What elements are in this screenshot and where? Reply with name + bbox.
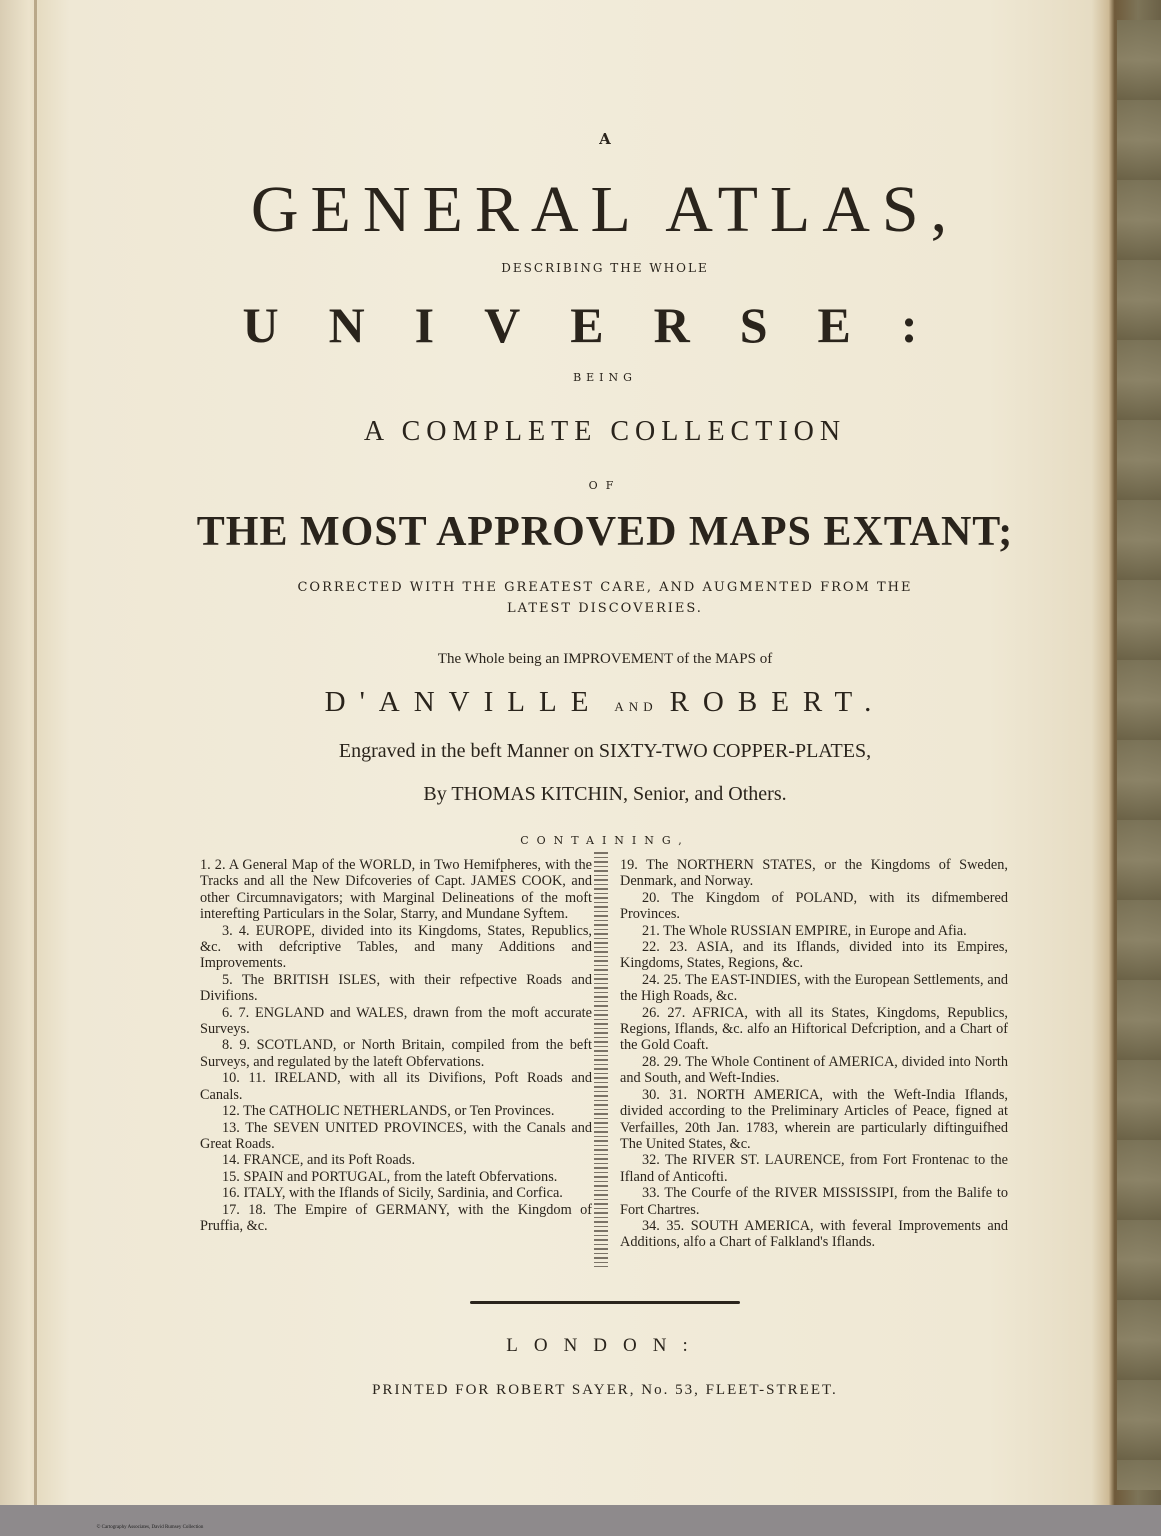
contents-entry: 15. SPAIN and PORTUGAL, from the lateft Obfervations. — [222, 1168, 558, 1185]
horizontal-rule — [470, 1301, 740, 1304]
contents-entry: 13. The SEVEN UNITED PROVINCES, with the Canals and Great Roads. — [200, 1119, 592, 1152]
engraver-line: By THOMAS KITCHIN, Senior, and Others. — [423, 783, 787, 805]
contents-entry: 24. 25. The EAST-INDIES, with the European Settlements, and the High Roads, &c. — [620, 971, 1008, 1005]
contents-entry: 30. 31. NORTH AMERICA, with the Weft-India Iflands, divided according to the Preliminary Articles of Peace, figned at Verfailles, 20th Jan. 1783, wherein are particularly diftinguifhed The United States, &c. — [620, 1086, 1008, 1152]
contents-entry: 22. 23. ASIA, and its Iflands, divided into its Empires, Kingdoms, States, Regions, &c. — [620, 939, 1008, 972]
contents-entry: 12. The CATHOLIC NETHERLANDS, or Ten Provinces. — [222, 1103, 555, 1120]
main-title: GENERAL ATLAS, — [250, 173, 960, 246]
contents-entry: 19. The NORTHERN STATES, or the Kingdoms of Sweden, Denmark, and Norway. — [620, 857, 1008, 890]
authors-line — [0, 686, 1161, 719]
improvement-line: The Whole being an IMPROVEMENT of the MAPS of — [437, 651, 773, 667]
containing-heading: CONTAINING, — [520, 834, 690, 847]
contents-entry: 6. 7. ENGLAND and WALES, drawn from the moft accurate Surveys. — [200, 1004, 592, 1038]
corrected-line-1: CORRECTED WITH THE GREATEST CARE, AND AUGMENTED FROM THE — [297, 580, 913, 595]
contents-entry: 21. The Whole RUSSIAN EMPIRE, in Europe and Afia. — [642, 922, 967, 939]
contents-left-column — [200, 857, 592, 1234]
contents-entry: 10. 11. IRELAND, with all its Divifions, Poft Roads and Canals. — [200, 1070, 592, 1103]
subtitle-maps-extant: THE MOST APPROVED MAPS EXTANT; — [196, 509, 1014, 555]
subtitle-describing: DESCRIBING THE WHOLE — [501, 261, 709, 275]
corrected-line-2: LATEST DISCOVERIES. — [507, 601, 703, 616]
collection-credit: © Cartography Associates, David Rumsey Collection — [96, 1525, 204, 1530]
contents-entry: 17. 18. The Empire of GERMANY, with the Kingdom of Pruffia, &c. — [200, 1201, 592, 1234]
contents-entry: 20. The Kingdom of POLAND, with its difmembered Provinces. — [620, 889, 1008, 923]
imprint-printer: PRINTED FOR ROBERT SAYER, No. 53, FLEET-STREET. — [372, 1382, 838, 1398]
imprint-city: LONDON: — [506, 1335, 704, 1356]
contents-entry: 5. The BRITISH ISLES, with their refpective Roads and Divifions. — [200, 971, 592, 1005]
contents-entry: 3. 4. EUROPE, divided into its Kingdoms, States, Republics, &c. with defcriptive Tables, and many Additions and Improvements. — [200, 922, 592, 972]
contents-right-column — [620, 857, 1008, 1251]
contents-entry: 33. The Courfe of the RIVER MISSISSIPI, from the Balife to Fort Chartres. — [620, 1185, 1008, 1218]
contents-entry: 32. The RIVER ST. LAURENCE, from Fort Frontenac to the Ifland of Anticofti. — [620, 1152, 1008, 1185]
engraved-line: Engraved in the beft Manner on SIXTY-TWO COPPER-PLATES, — [338, 740, 872, 762]
contents-entry: 26. 27. AFRICA, with all its States, Kingdoms, Republics, Regions, Iflands, &c. alfo an Hiftorical Defcription, and a Chart of the Gold Coaft. — [620, 1004, 1008, 1054]
title-article: A — [599, 130, 611, 148]
contents-entry: 34. 35. SOUTH AMERICA, with feveral Improvements and Additions, alfo a Chart of Falkland's Iflands. — [620, 1217, 1008, 1251]
subtitle-universe: UNIVERSE: — [242, 297, 968, 353]
contents-entry: 1. 2. A General Map of the WORLD, in Two Hemifpheres, with the Tracks and all the New Difcoveries of Capt. JAMES COOK, and other Circumnavigators; with Marginal Delineations of the moft interefting Particulars in the Solar, Starry, and Mundane Syftem. — [200, 857, 592, 923]
author-danville: D'ANVILLE — [324, 686, 603, 718]
contents-entry: 28. 29. The Whole Continent of AMERICA, divided into North and South, and Weft-Indies. — [620, 1053, 1008, 1087]
contents-entry: 16. ITALY, with the Iflands of Sicily, Sardinia, and Corfica. — [222, 1185, 563, 1202]
authors-and: AND — [614, 699, 658, 714]
contents-entry: 8. 9. SCOTLAND, or North Britain, compiled from the beft Surveys, and regulated by the lateft Obfervations. — [200, 1037, 592, 1070]
ornamental-divider — [594, 852, 608, 1267]
subtitle-of: OF — [588, 479, 622, 492]
subtitle-collection: A COMPLETE COLLECTION — [363, 416, 847, 447]
contents-entry: 14. FRANCE, and its Poft Roads. — [222, 1152, 416, 1169]
author-robert: ROBERT. — [669, 686, 886, 718]
subtitle-being: BEING — [573, 371, 637, 384]
